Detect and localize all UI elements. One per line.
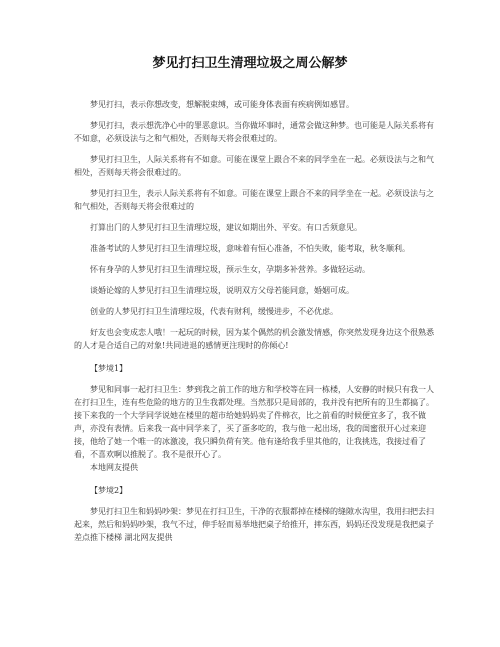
document-body [74,98,434,544]
dream-case-source: 本地网友提供 [90,463,138,472]
page-title: 梦见打扫卫生清理垃圾之周公解梦 [152,56,348,71]
dream-case-text [74,505,434,544]
paragraph: 谈婚论嫁的人梦见打扫卫生清理垃圾，说明双方父母若能同意，婚姻可成。 [90,286,354,295]
paragraph: 梦见打扫，表示你想改变，想解脱束缚，或可能身体表面有疾病例如感冒。 [90,100,354,109]
paragraph: 准备考试的人梦见打扫卫生清理垃圾，意味着有恒心准备，不怕失败，能考取，秋冬顺利。 [90,244,410,253]
paragraph: 梦见打扫，表示想洗净心中的罪恶意识。当你做坏事时，通常会做这种梦。也可能是人际关系将有不如意，必须设法与之和气相处，否则每天将会很难过的。 [74,121,434,143]
dream-case-heading: 【梦境1】 [90,364,128,373]
dream-case-heading: 【梦境2】 [90,486,128,495]
dream-case-text-body: 梦见打扫卫生和妈妈吵架：梦见在打扫卫生，干净的衣服都掉在楼梯的缝隙水沟里，我用扫把去扫起来，然后和妈妈吵架，我气不过，伸手轻而易举地把桌子给推开，摔东西，妈妈还没发现是我把桌子差点推下楼梯 [74,507,434,542]
paragraph: 梦见打扫卫生，人际关系将有不如意。可能在课堂上跟合不来的同学坐在一起。必须设法与之和气相处，否则每天将会很难过的。 [74,155,434,177]
dream-case-text: 梦见和同事一起打扫卫生：梦到我之前工作的地方和学校等在同一栋楼，人安静的时候只有我一人在打扫卫生，连有些危险的地方的卫生我都处理。当然那只是局部的，我并没有把所有的卫生都搞了。接下来我的一个大学同学说她在楼里的超市给她妈妈卖了件棉衣，比之前看的时候便宜多了，我不做声，亦没有表情。后来我一高中同学来了，买了蛋多吃的，我与他一起出场，我的闺蜜很开心过来迎接，他给了她一个唯一的冰激凌，我只瞬负荷有笑。他有逢给我手里其他的，让我挑选，我接过看了看，不喜欢啊以推脱了。我不是很开心了。 [74,385,434,459]
paragraph: 创业的人梦见打扫卫生清理垃圾，代表有财利，缓慢进步，不必优虑。 [90,307,338,316]
paragraph: 打算出门的人梦见打扫卫生清理垃圾，建议如期出外、平安。有口舌须意见。 [90,223,362,232]
paragraph: 怀有身孕的人梦见打扫卫生清理垃圾，预示生女，孕期多补营养。多做轻运动。 [90,265,370,274]
paragraph: 好友也会变成恋人哦！一起玩的时候，因为某个偶然的机会激发情感，你突然发现身边这个很熟悉的人才是合适自己的对象!共同进退的感情更注现时的你倾心! [74,328,434,350]
dream-case-source: 湖北网友提供 [124,533,173,542]
paragraph: 梦见打扫卫生，表示人际关系将有不如意。可能在课堂上跟合不来的同学坐在一起。必须设法与之和气相处，否则每天将会很难过的 [74,189,434,211]
